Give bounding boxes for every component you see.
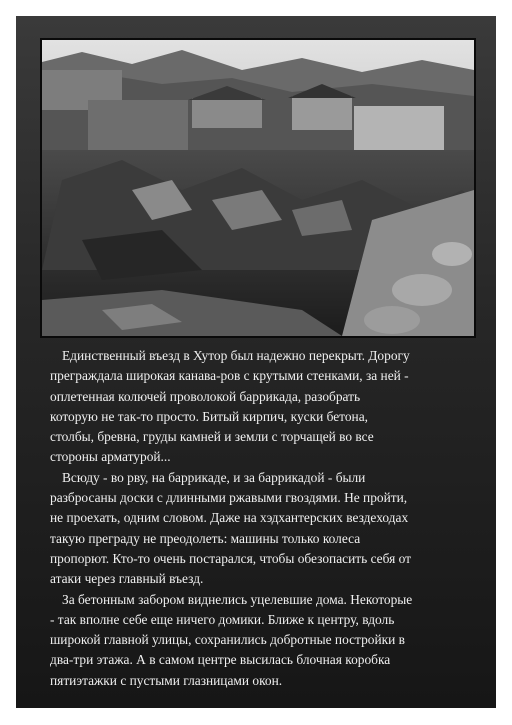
page-frame: [16, 16, 496, 708]
story-text: [50, 346, 480, 691]
paragraph-2: [50, 468, 480, 590]
text-line: столбы, бревна, груды камней и земли с торчащей во все: [50, 429, 374, 445]
house-left: [192, 98, 262, 128]
concrete-fence: [354, 106, 444, 152]
text-line: которую не так-то просто. Битый кирпич, куски бетона,: [50, 408, 369, 424]
paragraph-3: [50, 590, 480, 691]
text-line: атаки через главный въезд.: [50, 571, 204, 587]
ruined-village-drawing: [42, 40, 474, 336]
text-line: стороны арматурой...: [50, 449, 171, 465]
text-line: Всюду - во рву, на баррикаде, и за баррикадой - были: [62, 469, 366, 485]
text-line: широкой главной улицы, сохранились добротные постройки в: [50, 632, 405, 648]
boulder-3: [432, 242, 472, 266]
text-line: За бетонным забором виднелись уцелевшие дома. Некоторые: [62, 591, 413, 607]
illustration: [40, 38, 476, 338]
text-line: не проехать, одним словом. Даже на хэдхантерских вездеходах: [50, 510, 409, 526]
paragraph-1: [50, 346, 480, 468]
text-line: преграждала широкая канава-ров с крутыми стенками, за ней -: [50, 368, 409, 384]
text-line: оплетенная колючей проволокой баррикада, разобрать: [50, 388, 361, 404]
text-line: Единственный въезд в Хутор был надежно перекрыт. Дорогу: [62, 348, 410, 363]
text-line: пятиэтажки с пустыми глазницами окон.: [50, 672, 283, 688]
boulder-2: [364, 306, 420, 334]
text-line: - так вполне себе еще ничего домики. Ближе к центру, вдоль: [50, 611, 395, 627]
text-line: два-три этажа. А в самом центре высилась блочная коробка: [50, 652, 391, 668]
text-line: разбросаны доски с длинными ржавыми гвоздями. Не пройти,: [50, 490, 408, 506]
boulder-1: [392, 274, 452, 306]
text-line: пропорют. Кто-то очень постарался, чтобы обезопасить себя от: [50, 550, 411, 566]
text-line: такую преграду не преодолеть: машины только колеса: [50, 530, 361, 546]
house-center: [292, 96, 352, 130]
